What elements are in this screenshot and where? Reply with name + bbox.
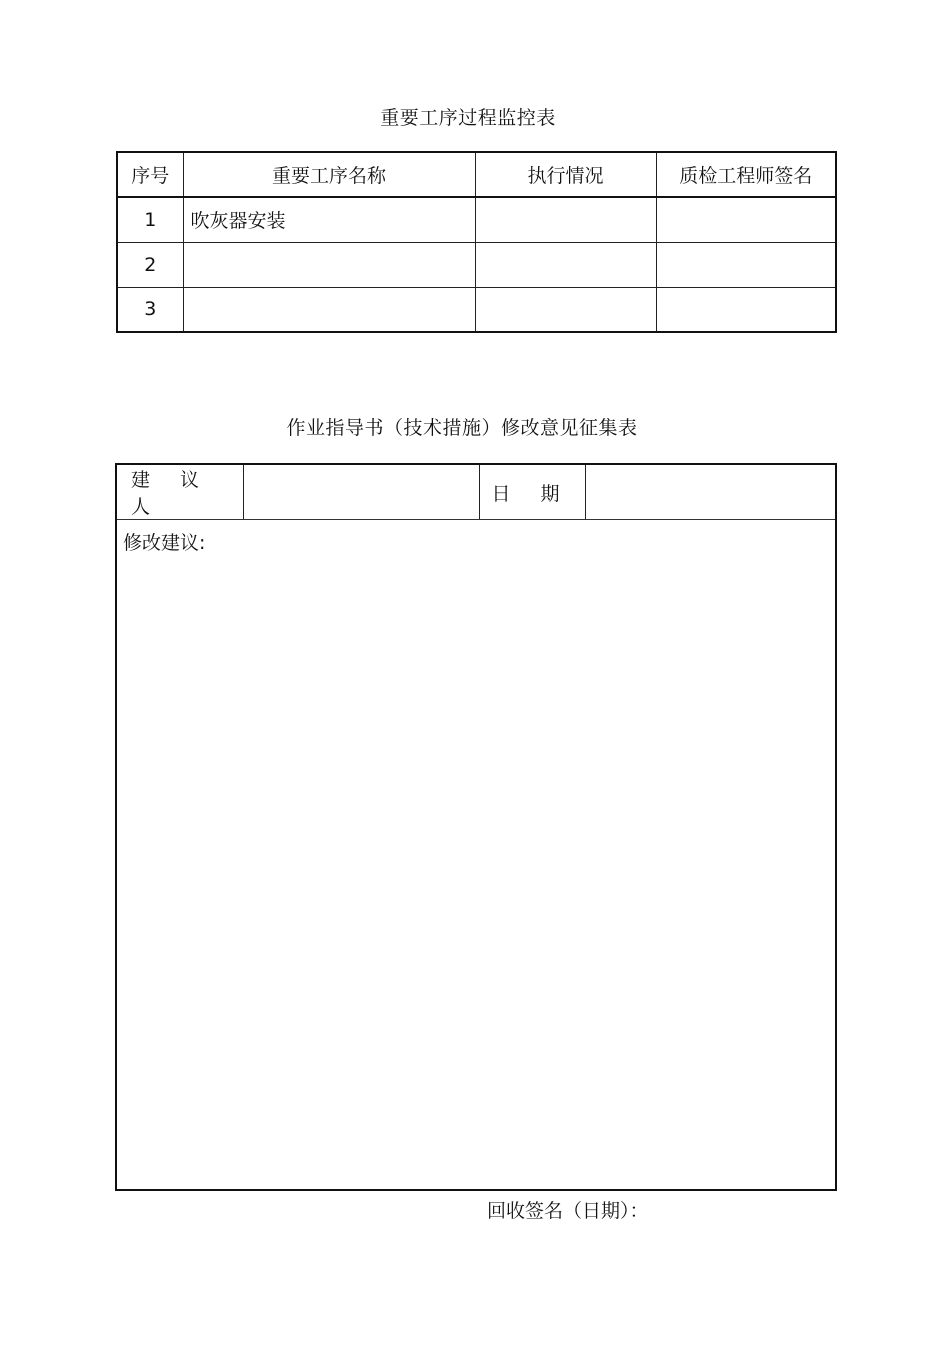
date-field[interactable] <box>585 464 836 520</box>
row-process-name[interactable] <box>183 287 475 332</box>
date-label-char-1: 日 <box>491 482 511 505</box>
proposer-field[interactable] <box>243 464 479 520</box>
suggestion-label: 修改建议: <box>123 532 206 554</box>
date-label-char-2: 期 <box>540 482 560 505</box>
row-signature[interactable] <box>656 242 836 287</box>
table-row <box>117 197 836 242</box>
row-no: 3 <box>117 287 183 332</box>
row-process-name[interactable] <box>183 242 475 287</box>
header-qc-signature: 质检工程师签名 <box>656 152 836 197</box>
date-label <box>479 464 585 520</box>
row-signature[interactable] <box>656 287 836 332</box>
header-no: 序号 <box>117 152 183 197</box>
row-status[interactable] <box>475 287 656 332</box>
recovery-signature-label: 回收签名（日期）： <box>487 1200 649 1222</box>
row-status[interactable] <box>475 197 656 242</box>
suggestion-row <box>116 520 836 1191</box>
feedback-form-title: 作业指导书（技术措施）修改意见征集表 <box>286 417 638 439</box>
row-no: 2 <box>117 242 183 287</box>
row-no: 1 <box>117 197 183 242</box>
header-process-name: 重要工序名称 <box>183 152 475 197</box>
process-monitor-table <box>116 151 837 333</box>
row-process-name[interactable]: 吹灰器安装 <box>183 197 475 242</box>
header-status: 执行情况 <box>475 152 656 197</box>
table-row <box>117 287 836 332</box>
suggestion-area[interactable] <box>116 520 836 1191</box>
table-row <box>117 242 836 287</box>
row-status[interactable] <box>475 242 656 287</box>
monitor-table-title: 重要工序过程监控表 <box>380 107 556 129</box>
proposer-label: 建 议 人 <box>116 464 243 520</box>
feedback-form-table <box>115 463 837 1191</box>
proposer-row <box>116 464 836 520</box>
table-header-row <box>117 152 836 197</box>
row-signature[interactable] <box>656 197 836 242</box>
